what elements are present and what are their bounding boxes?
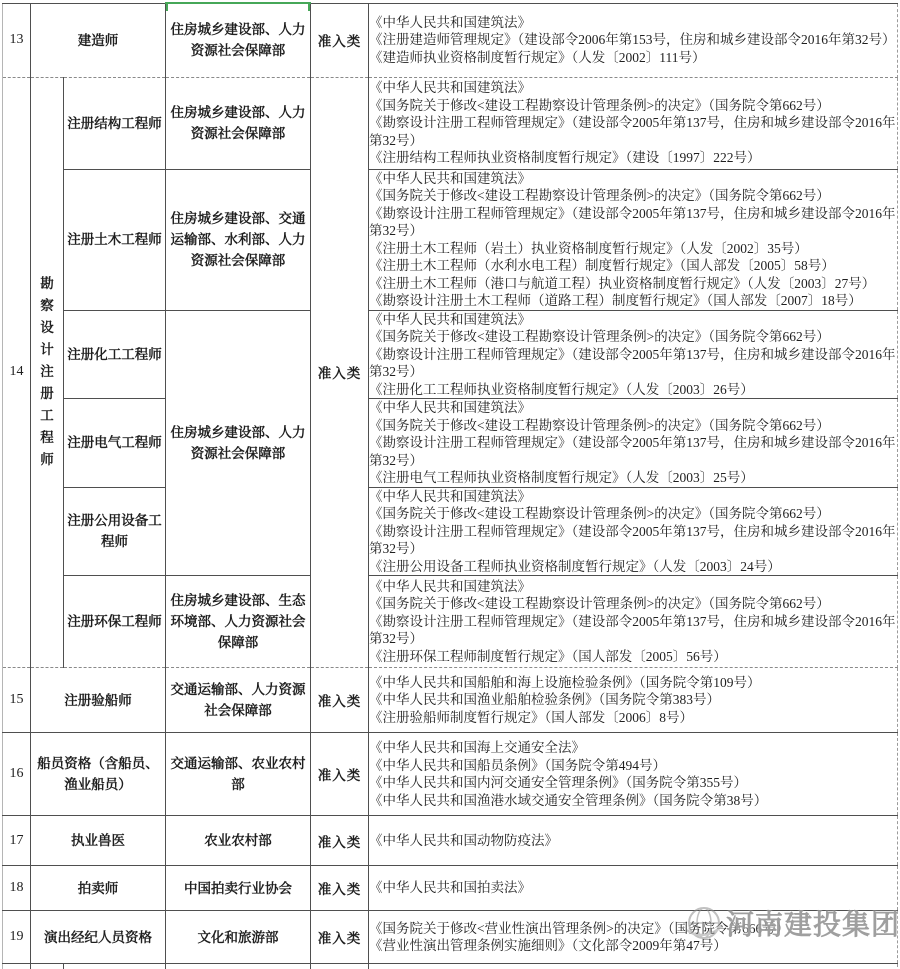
qualifications-table xyxy=(2,2,898,969)
table-row-partial xyxy=(3,964,898,969)
row14b-name: 注册土木工程师 xyxy=(64,169,166,310)
table-row xyxy=(3,866,898,911)
row17-number: 17 xyxy=(3,816,31,866)
row13-name: 建造师 xyxy=(31,3,166,77)
legal-doc-line: 《中华人民共和国船员条例》（国务院令第494号） xyxy=(369,757,666,773)
legal-doc-line: 《中华人民共和国渔港水域交通安全管理条例》（国务院令第38号） xyxy=(369,792,768,808)
row17-legal xyxy=(369,816,898,866)
row20-dept xyxy=(166,964,311,969)
legal-doc-line: 《注册土木工程师（水利水电工程）制度暂行规定》（国人部发〔2005〕58号） xyxy=(369,258,835,273)
table-row xyxy=(3,668,898,733)
row18-number: 18 xyxy=(3,866,31,911)
legal-doc-line: 《勘察设计注册土木工程师（道路工程）制度暂行规定》（国人部发〔2007〕18号） xyxy=(369,293,862,308)
legal-doc-line: 《中华人民共和国海上交通安全法》 xyxy=(369,740,585,755)
row17-name: 执业兽医 xyxy=(31,816,166,866)
legal-doc-line: 《国务院关于修改<建设工程勘察设计管理条例>的决定》（国务院令第662号） xyxy=(369,97,830,113)
table-row xyxy=(3,487,898,576)
watermark-text: 河南建投集团 xyxy=(726,909,900,940)
row14cde-dept: 住房城乡建设部、人力资源社会保障部 xyxy=(166,310,311,576)
row14-group-label xyxy=(31,77,64,668)
legal-doc-line: 《注册验船师制度暂行规定》（国人部发〔2006〕8号） xyxy=(369,709,693,725)
legal-doc-line: 《注册土木工程师（港口与航道工程）执业资格制度暂行规定》（人发〔2003〕27号） xyxy=(369,275,876,291)
row14f-legal xyxy=(369,576,898,668)
row16-number: 16 xyxy=(3,733,31,816)
row18-category: 准入类 xyxy=(311,866,369,911)
row17-category: 准入类 xyxy=(311,816,369,866)
legal-doc-line: 《勘察设计注册工程师管理规定》（建设部令2005年第137号，住房和城乡建设部令2016年第32号） xyxy=(369,205,896,238)
row14f-name: 注册环保工程师 xyxy=(64,576,166,668)
legal-doc-line: 《国务院关于修改<建设工程勘察设计管理条例>的决定》（国务院令第662号） xyxy=(369,329,830,344)
row16-legal xyxy=(369,733,898,816)
row18-dept: 中国拍卖行业协会 xyxy=(166,866,311,911)
legal-doc-line: 《勘察设计注册工程师管理规定》（建设部令2005年第137号，住房和城乡建设部令2016年第32号） xyxy=(369,346,896,379)
legal-doc-line: 《国务院关于修改<建设工程勘察设计管理条例>的决定》（国务院令第662号） xyxy=(369,188,830,203)
row14e-name: 注册公用设备工程师 xyxy=(64,487,166,576)
legal-doc-line: 《勘察设计注册工程师管理规定》（建设部令2005年第137号，住房和城乡建设部令2016年第32号） xyxy=(369,523,896,556)
legal-doc-line: 《注册公用设备工程师执业资格制度暂行规定》（人发〔2003〕24号） xyxy=(369,558,781,574)
row16-name: 船员资格（含船员、渔业船员） xyxy=(31,733,166,816)
legal-doc-line: 《注册电气工程师执业资格制度暂行规定》（人发〔2003〕25号） xyxy=(369,470,754,485)
table-row xyxy=(3,911,898,964)
row13-number: 13 xyxy=(3,3,31,77)
row13-category: 准入类 xyxy=(311,3,369,77)
legal-doc-line: 《营业性演出管理条例实施细则》（文化部令2009年第47号） xyxy=(369,938,727,953)
row15-name: 注册验船师 xyxy=(31,668,166,733)
legal-doc-line: 《注册化工工程师执业资格制度暂行规定》（人发〔2003〕26号） xyxy=(369,381,754,397)
legal-doc-line: 《中华人民共和国建筑法》 xyxy=(369,80,531,96)
legal-doc-line: 《建造师执业资格制度暂行规定》（人发〔2002〕111号） xyxy=(369,49,706,65)
row14c-legal xyxy=(369,310,898,399)
row14-category: 准入类 xyxy=(311,77,369,668)
legal-doc-line: 《中华人民共和国动物防疫法》 xyxy=(369,832,558,848)
row14a-dept: 住房城乡建设部、人力资源社会保障部 xyxy=(166,77,311,169)
row14d-name: 注册电气工程师 xyxy=(64,399,166,488)
legal-doc-line: 《国务院关于修改<建设工程勘察设计管理条例>的决定》（国务院令第662号） xyxy=(369,417,830,433)
legal-doc-line: 《中华人民共和国建筑法》 xyxy=(369,488,531,504)
row14d-legal xyxy=(369,399,898,488)
row14e-legal xyxy=(369,487,898,576)
row19-name: 演出经纪人员资格 xyxy=(31,911,166,964)
legal-doc-line: 《中华人民共和国建筑法》 xyxy=(369,400,531,415)
table-row xyxy=(3,77,898,169)
row20-category xyxy=(311,964,369,969)
legal-doc-line: 《中华人民共和国建筑法》 xyxy=(369,311,531,327)
table-row xyxy=(3,816,898,866)
row20-group xyxy=(31,964,64,969)
row19-number: 19 xyxy=(3,911,31,964)
row15-category: 准入类 xyxy=(311,668,369,733)
table-row xyxy=(3,3,898,77)
legal-doc-line: 《中华人民共和国内河交通安全管理条例》（国务院令第355号） xyxy=(369,775,747,790)
legal-doc-line: 《注册建造师管理规定》（建设部令2006年第153号，住房和城乡建设部令2016年第32号） xyxy=(369,32,896,48)
row19-dept: 文化和旅游部 xyxy=(166,911,311,964)
row20-name xyxy=(64,964,166,969)
row19-legal xyxy=(369,911,898,964)
table-row xyxy=(3,399,898,488)
legal-doc-line: 《中华人民共和国渔业船舶检验条例》（国务院令第383号） xyxy=(369,692,720,708)
row13-dept-highlighted: 住房城乡建设部、人力资源社会保障部 xyxy=(166,3,311,77)
legal-doc-line: 《注册结构工程师执业资格制度暂行规定》（建设〔1997〕222号） xyxy=(369,150,761,166)
legal-doc-line: 《注册土木工程师（岩土）执业资格制度暂行规定》（人发〔2002〕35号） xyxy=(369,240,808,256)
row20-legal xyxy=(369,964,898,969)
legal-doc-line: 《国务院关于修改<建设工程勘察设计管理条例>的决定》（国务院令第662号） xyxy=(369,596,830,612)
row14b-legal xyxy=(369,169,898,310)
vertical-group-text: 勘察设计注册工程师 xyxy=(40,276,54,468)
table-row xyxy=(3,310,898,399)
row14b-dept: 住房城乡建设部、交通运输部、水利部、人力资源社会保障部 xyxy=(166,169,311,310)
row16-dept: 交通运输部、农业农村部 xyxy=(166,733,311,816)
row15-legal xyxy=(369,668,898,733)
row16-category: 准入类 xyxy=(311,733,369,816)
row14f-dept: 住房城乡建设部、生态环境部、人力资源社会保障部 xyxy=(166,576,311,668)
table-row xyxy=(3,169,898,310)
row18-name: 拍卖师 xyxy=(31,866,166,911)
row20-number xyxy=(3,964,31,969)
legal-doc-line: 《中华人民共和国建筑法》 xyxy=(369,14,531,30)
legal-doc-line: 《国务院关于修改<营业性演出管理条例>的决定》（国务院令第666号） xyxy=(369,920,790,936)
table-row xyxy=(3,733,898,816)
row15-number: 15 xyxy=(3,668,31,733)
legal-doc-line: 《中华人民共和国建筑法》 xyxy=(369,578,531,594)
row19-category: 准入类 xyxy=(311,911,369,964)
legal-doc-line: 《勘察设计注册工程师管理规定》（建设部令2005年第137号，住房和城乡建设部令2016年第32号） xyxy=(369,613,896,647)
row14c-name: 注册化工工程师 xyxy=(64,310,166,399)
legal-doc-line: 《国务院关于修改<建设工程勘察设计管理条例>的决定》（国务院令第662号） xyxy=(369,506,830,521)
legal-doc-line: 《勘察设计注册工程师管理规定》（建设部令2005年第137号，住房和城乡建设部令2016年第32号） xyxy=(369,435,896,468)
row14a-name: 注册结构工程师 xyxy=(64,77,166,169)
table-row xyxy=(3,576,898,668)
row17-dept: 农业农村部 xyxy=(166,816,311,866)
legal-doc-line: 《勘察设计注册工程师管理规定》（建设部令2005年第137号，住房和城乡建设部令2016年第32号） xyxy=(369,115,896,148)
row14-number: 14 xyxy=(3,77,31,668)
row13-legal xyxy=(369,3,898,77)
legal-doc-line: 《中华人民共和国建筑法》 xyxy=(369,170,531,186)
row18-legal xyxy=(369,866,898,911)
legal-doc-line: 《注册环保工程师制度暂行规定》（国人部发〔2005〕56号） xyxy=(369,648,727,664)
row15-dept: 交通运输部、人力资源社会保障部 xyxy=(166,668,311,733)
legal-doc-line: 《中华人民共和国拍卖法》 xyxy=(369,880,531,896)
row14a-legal xyxy=(369,77,898,169)
legal-doc-line: 《中华人民共和国船舶和海上设施检验条例》（国务院令第109号） xyxy=(369,674,761,690)
